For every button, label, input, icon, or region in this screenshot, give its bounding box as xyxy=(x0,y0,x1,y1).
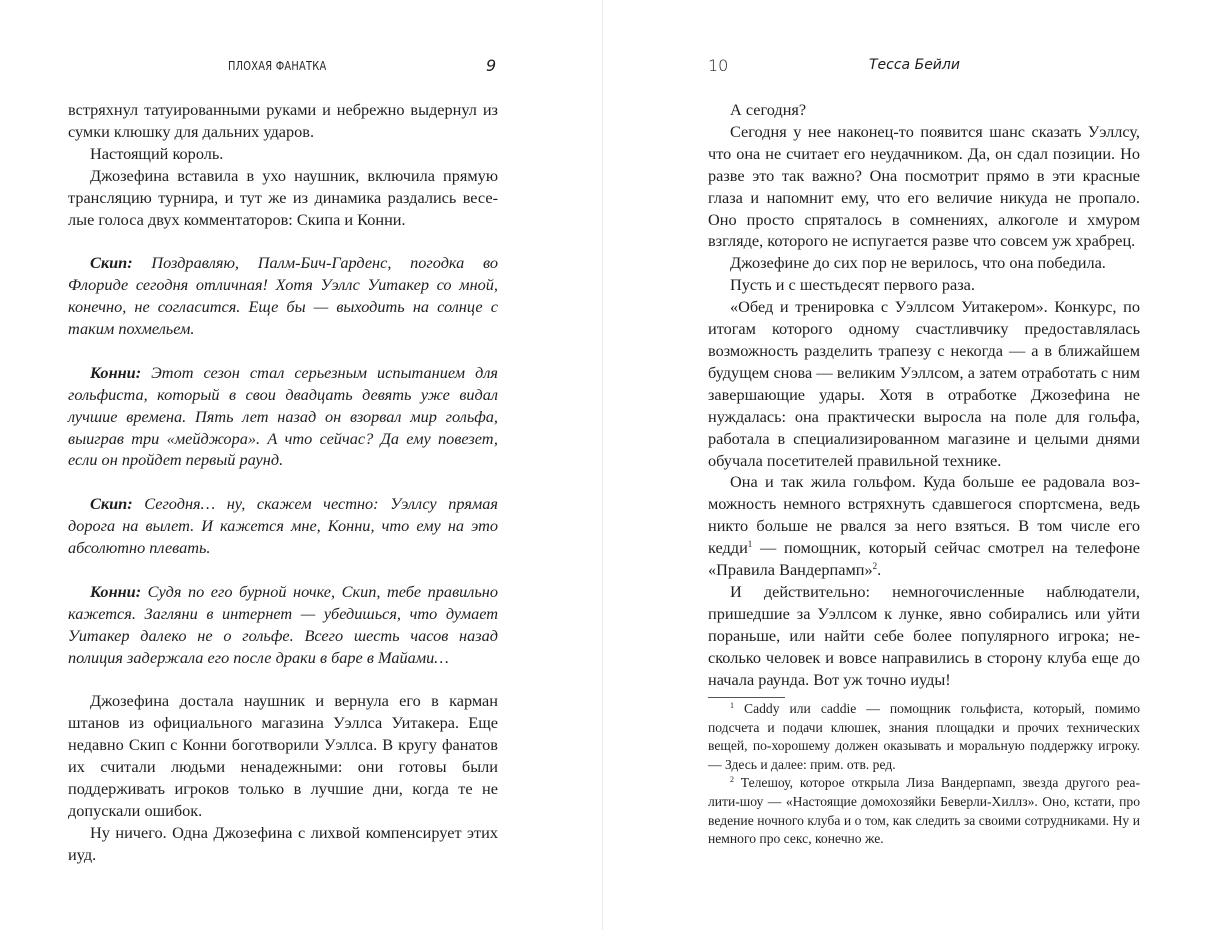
footnote xyxy=(708,700,1140,774)
spacer xyxy=(68,340,498,362)
paragraph-text: Она и так жила гольфом. Куда больше ее радовала возможность немного встряхнуть сдавшегося спортсмена, ведь никто больше не рвался за него взяться. В том числе его кедди xyxy=(708,472,1140,558)
footnote-text: Телешоу, которое открыла Лиза Вандерпамп, звезда другого реалити-шоу — «Настоящие домохозяйки Беверли-Хиллз». Оно, кстати, про ведение ночного клуба и о том, как следить за своими сотрудниками. Ну и немного про секс, конечно же. xyxy=(708,775,1140,847)
dialog-text: Сегодня… ну, скажем честно: Уэллсу прямая дорога на вылет. И кажется мне, Конни, что ему на это абсолютно плевать. xyxy=(68,494,498,558)
paragraph-text: — помощник, который сейчас смотрел на телефоне «Правила Вандерпамп» xyxy=(708,538,1140,580)
page-number: 10 xyxy=(708,56,729,75)
spacer xyxy=(68,559,498,581)
dialog-line xyxy=(68,493,498,559)
left-page xyxy=(0,0,602,930)
paragraph: встряхнул татуированными руками и небрежно выдернул из сумки клюшку для дальних ударов. xyxy=(68,100,498,141)
running-head-title: ПЛОХАЯ ФАНАТКА xyxy=(228,59,327,73)
right-page xyxy=(603,0,1211,930)
paragraph: Настоящий король. xyxy=(90,143,224,163)
speaker-name: Конни: xyxy=(90,362,142,382)
footnote xyxy=(708,774,1140,848)
paragraph: Ну ничего. Одна Джозефина с лихвой компенсирует этих иуд. xyxy=(68,822,498,864)
dialog-text: Поздравляю, Палм-Бич-Гарденс, погодка во Флориде сегодня отличная! Хотя Уэллс Уитакер со мной, конечно, не согласится. Еще бы — выходить на солнце с таким похмельем. xyxy=(68,253,498,339)
running-head-author: Тесса Бейли xyxy=(869,57,960,73)
right-page-body xyxy=(708,99,1140,690)
footnote-ref[interactable]: 2 xyxy=(872,561,878,572)
spacer xyxy=(68,230,498,252)
dialog-text: Судя по его бурной ночке, Скип, тебе правильно кажется. Загляни в интернет — убедишься, что думает Уитакер далеко не о гольфе. Всего шесть часов назад полиция задержала его после драки в баре в Майами… xyxy=(68,581,498,667)
footnote-marker: 1 xyxy=(730,701,734,710)
paragraph: И действительно: немногочисленные наблюдатели, пришедшие за Уэллсом к лунке, явно собирались или уйти пораньше, или найти себе более популярного игрока; несколько человек и вовсе направились в сторону клуба еще до начала раунда. Вот уж точно иуды! xyxy=(708,581,1140,689)
paragraph: Сегодня у нее наконец-то появится шанс сказать Уэллсу, что она не считает его неудачником. Да, он сдал позиции. Но разве это так важно? Она посмотрит прямо в эти красные глаза и напомнит ему, что его величие никуда не пропало. Оно просто спряталось в сомнениях, алкоголе и хмуром взгляде, которого не испугается разве что совсем уж храбрец. xyxy=(708,121,1140,251)
dialog-line xyxy=(68,252,498,340)
paragraph: Джозефина достала наушник и вернула его в карман штанов из официального магазина Уэллса Уитакера. Еще недавно Скип с Конни боготворили Уэллса. В кругу фанатов их считали людьми ненадежными: они готовы были поддерживать игроков только в лучшие дни, когда те не допускали ошибок. xyxy=(68,691,498,820)
left-page-body xyxy=(68,99,498,866)
paragraph: Джозефине до сих пор не верилось, что она победила. xyxy=(730,253,1106,273)
footnote-marker: 2 xyxy=(730,775,734,785)
dialog-line xyxy=(68,581,498,669)
paragraph: Пусть и с шестьдесят первого раза. xyxy=(730,275,975,295)
footnotes xyxy=(708,700,1140,849)
footnote-divider xyxy=(708,697,785,698)
speaker-name: Скип: xyxy=(90,253,133,273)
speaker-name: Конни: xyxy=(90,581,142,601)
speaker-name: Скип: xyxy=(90,494,133,514)
paragraph-text: . xyxy=(877,560,882,580)
footnote-ref[interactable]: 1 xyxy=(747,539,753,550)
paragraph-with-footnotes xyxy=(708,471,1140,581)
footnote-text: Caddy или caddie — помощник гольфиста, который, помимо подсчета и подачи клюшек, знания площадки и прочих технических вещей, по-хорошему должен оказывать и моральную поддержку игроку. — Здесь и далее: прим. отв. ред. xyxy=(708,701,1140,772)
page-number: 9 xyxy=(486,56,497,75)
dialog-text: Этот сезон стал серьезным испытанием для гольфиста, который в свои двадцать девять уже видал лучшие времена. Пять лет назад он взорвал мир гольфа, выиграв три «мейджора». А что сейчас? Да ему повезет, если он пройдет первый раунд. xyxy=(68,362,498,470)
dialog-line xyxy=(68,362,498,472)
spacer xyxy=(68,471,498,493)
paragraph: А сегодня? xyxy=(730,100,807,119)
paragraph: «Обед и тренировка с Уэллсом Уитакером». Конкурс, по итогам которого одному счастливчику предоставлялась возможность разделить трапезу с некогда — а в ближайшем будущем снова — великим Уэллсом, а затем отработать с ним завершающие удары. Хотя в отработке Джозефина не нуждалась: она практически выросла на поле для гольфа, работала в специализированном магазине и целыми днями обучала посетителей правильной технике. xyxy=(708,297,1140,470)
paragraph: Джозефина вставила в ухо наушник, включила прямую трансляцию турнира, и тут же из динамика раздались веселые голоса двух комментаторов: Скипа и Конни. xyxy=(68,165,498,229)
spacer xyxy=(68,669,498,691)
